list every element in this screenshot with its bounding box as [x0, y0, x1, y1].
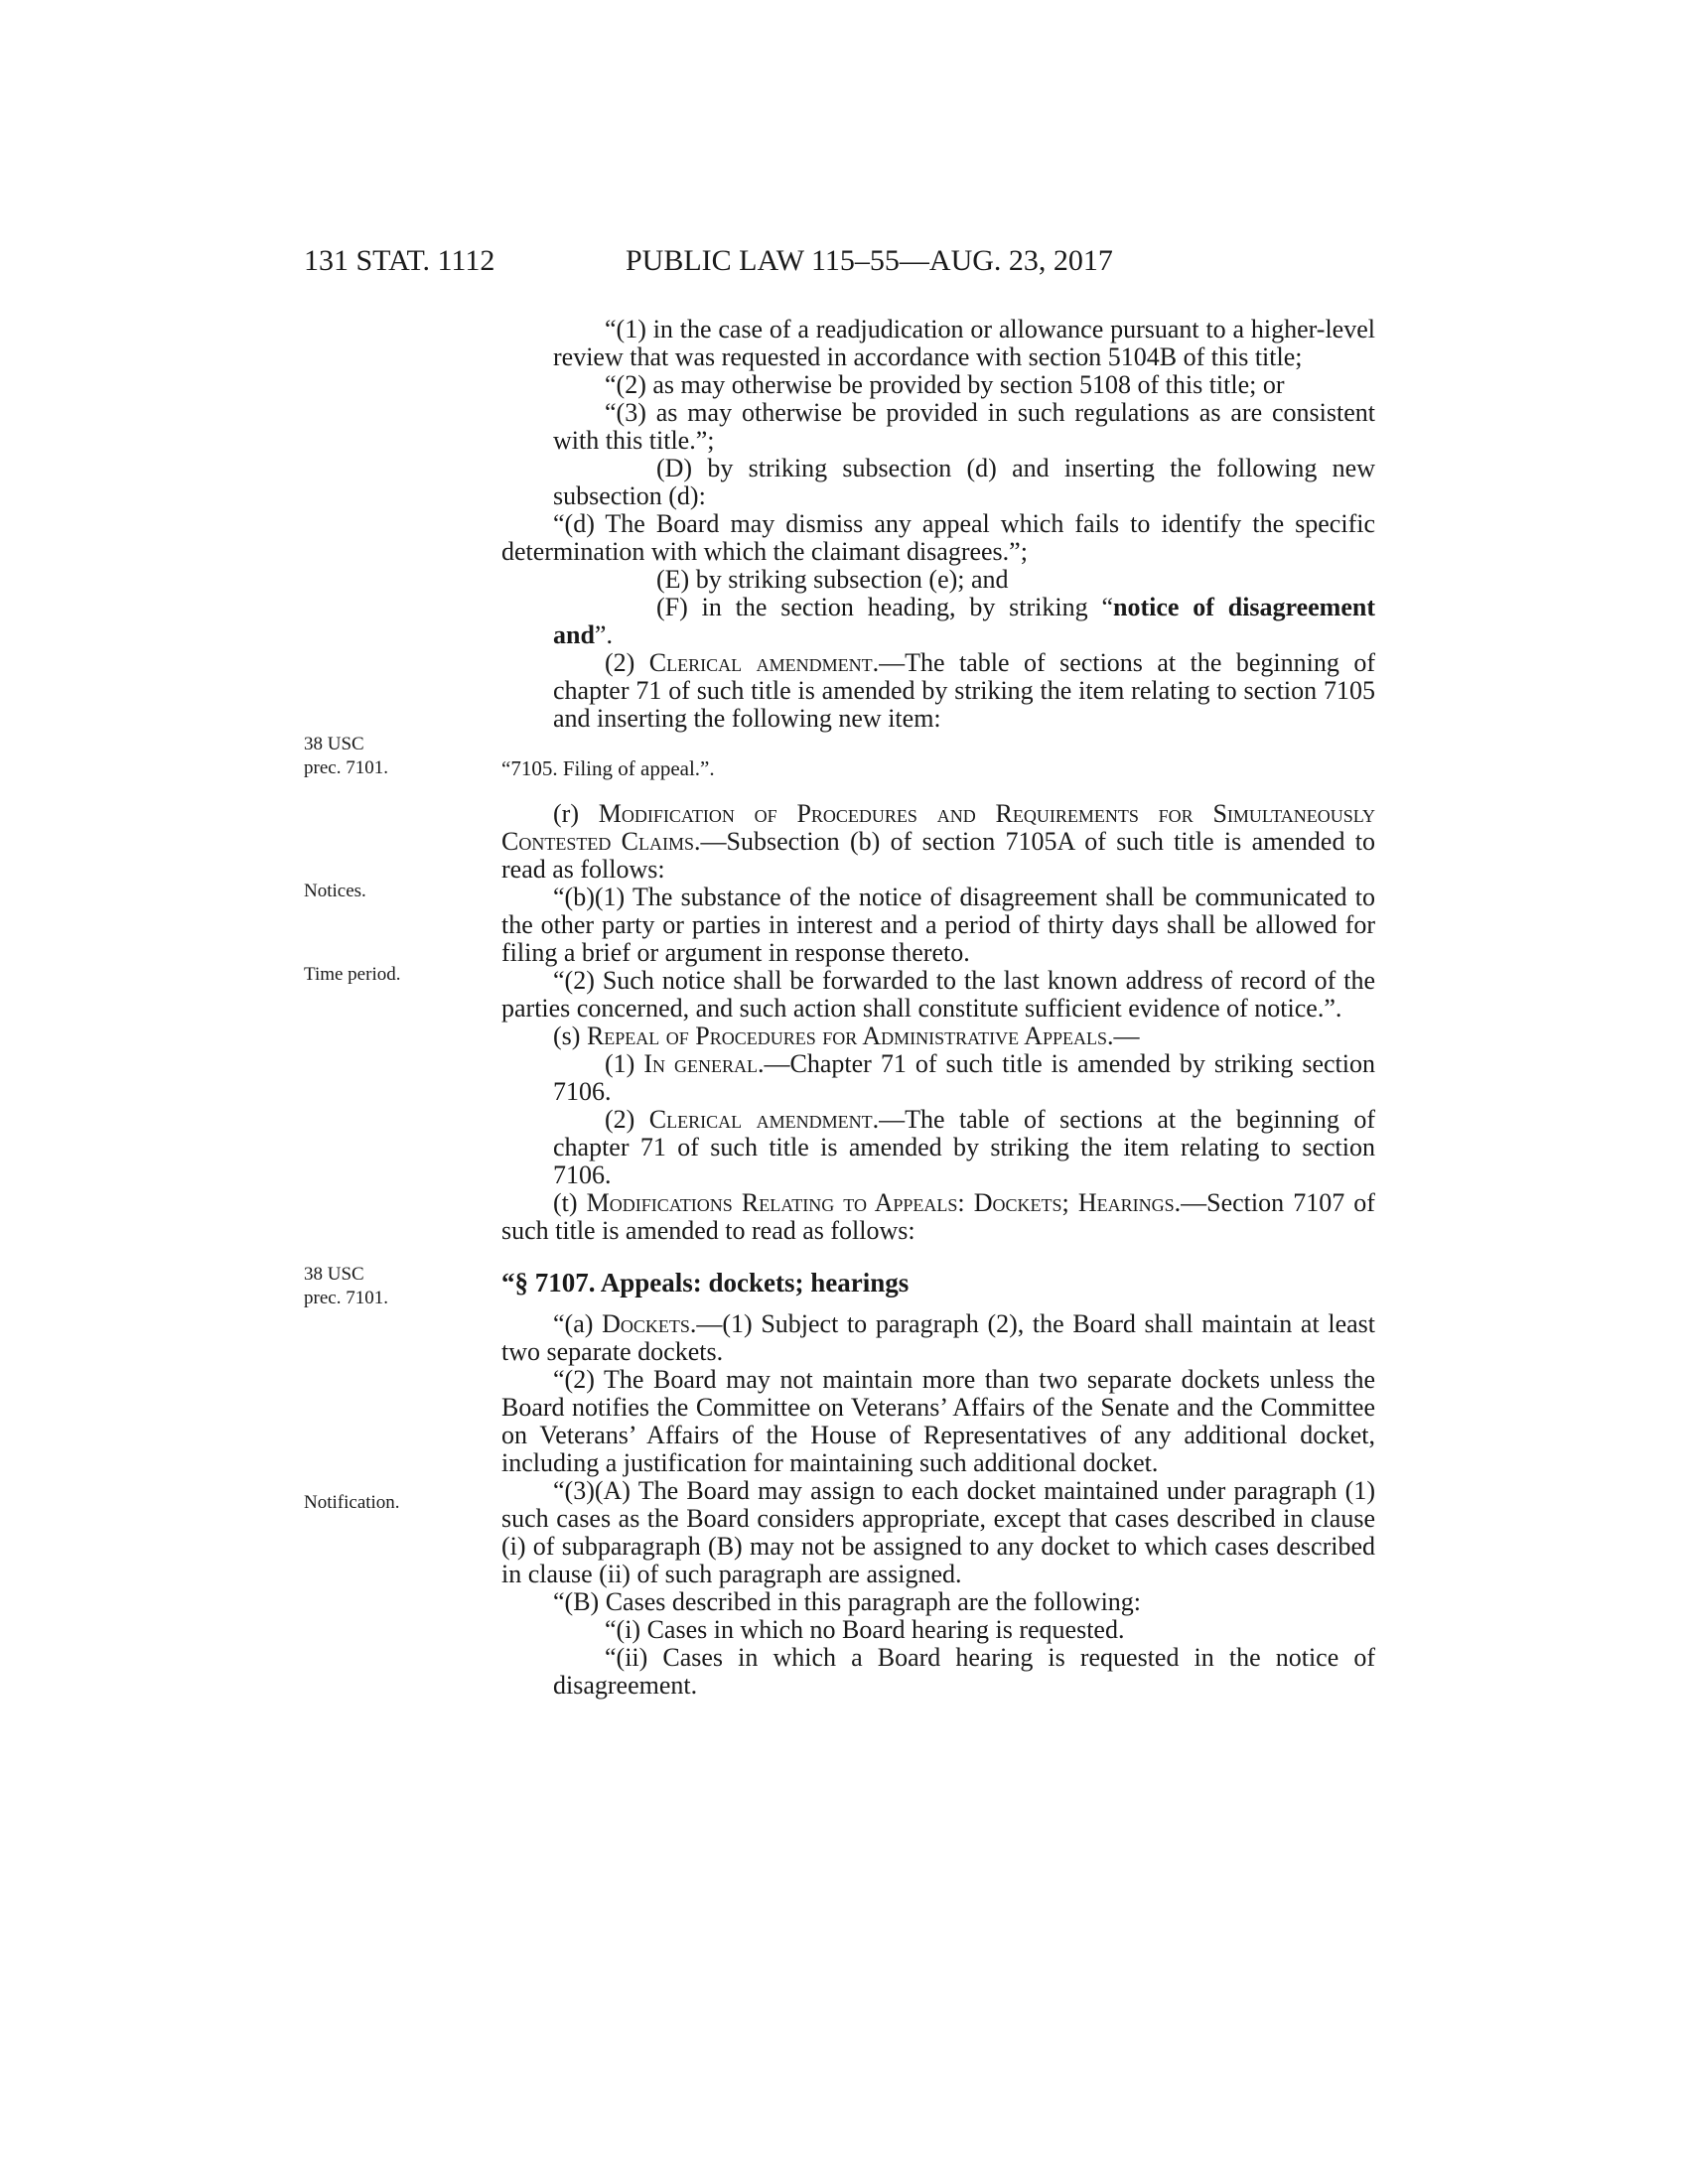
text-run: (F) in the section heading, by striking “	[656, 593, 1113, 621]
text-run: (t)	[553, 1188, 587, 1217]
paragraph-18: “(3)(A) The Board may assign to each docket maintained under paragraph (1) such cases as the Board considers appropriate, except that cases described in clause (i) of subparagraph (B) may not be assigned to any docket to which cases described in clause (ii) of such paragraph are assigned.	[501, 1476, 1375, 1588]
margin-note-line: prec. 7101.	[304, 757, 388, 778]
margin-note-line: 38 USC	[304, 734, 364, 754]
text-run: .—Chapter 71 of such title is amended by striking section 7106.	[553, 1049, 1375, 1106]
statute-citation: 131 STAT. 1112	[304, 244, 495, 277]
paragraph-5: “(d) The Board may dismiss any appeal which fails to identify the specific determination with which the claimant disagrees.”;	[501, 509, 1375, 566]
margin-note-usc-2	[304, 1263, 443, 1310]
paragraph-9	[501, 800, 1375, 884]
public-law-title: PUBLIC LAW 115–55—AUG. 23, 2017	[626, 244, 1113, 277]
text-run: .—	[1106, 1022, 1140, 1050]
paragraph-19: “(B) Cases described in this paragraph are the following:	[553, 1587, 1142, 1616]
margin-note-time-period: Time period.	[304, 964, 401, 985]
paragraph-15	[501, 1189, 1375, 1245]
paragraph-heading: Clerical amendment	[648, 1105, 873, 1134]
text-run: “(a)	[553, 1309, 603, 1338]
paragraph-6: (E) by striking subsection (e); and	[656, 565, 1009, 594]
paragraph-13	[501, 1050, 1375, 1106]
paragraph-heading: In general	[643, 1049, 759, 1078]
margin-note-line: prec. 7101.	[304, 1288, 388, 1308]
paragraph-heading: Dockets	[602, 1309, 690, 1338]
text-run: .—The table of sections at the beginning of chapter 71 of such title is amended by striking the item relating to section 7105 and inserting the following new item:	[553, 648, 1375, 733]
paragraph-heading: Repeal of Procedures for Administrative Appeals	[586, 1022, 1107, 1050]
paragraph-3: “(3) as may otherwise be provided in such regulations as are consistent with this title.”;	[553, 398, 1375, 455]
paragraph-20: “(i) Cases in which no Board hearing is requested.	[605, 1615, 1125, 1644]
text-run: .—The table of sections at the beginning of chapter 71 of such title is amended by striking the item relating to section 7106.	[553, 1105, 1375, 1189]
paragraph-heading: Modification of Procedures and Requirements for Simultaneously Contested Claims	[501, 799, 1375, 856]
text-run: ”.	[594, 620, 613, 649]
paragraph-17: “(2) The Board may not maintain more than two separate dockets unless the Board notifies the Committee on Veterans’ Affairs of the Senate and the Committee on Veterans’ Affairs of the House of Representatives of any additional docket, including a justification for maintaining such additional docket.	[501, 1365, 1375, 1477]
paragraph-4: (D) by striking subsection (d) and inserting the following new subsection (d):	[553, 454, 1375, 510]
table-item: “7105. Filing of appeal.”.	[501, 756, 715, 780]
paragraph-1: “(1) in the case of a readjudication or allowance pursuant to a higher-level review that was requested in accordance with section 5104B of this title;	[553, 315, 1375, 371]
paragraph-10: “(b)(1) The substance of the notice of disagreement shall be communicated to the other party or parties in interest and a period of thirty days shall be allowed for filing a brief or argument in response thereto.	[501, 883, 1375, 967]
paragraph-heading: Modifications Relating to Appeals: Dockets; Hearings	[586, 1188, 1175, 1217]
paragraph-7	[501, 594, 1375, 649]
text-run: .—(1) Subject to paragraph (2), the Board shall maintain at least two separate dockets.	[501, 1309, 1375, 1366]
paragraph-heading: Clerical amendment	[648, 648, 873, 677]
section-heading: “§ 7107. Appeals: dockets; hearings	[501, 1268, 910, 1297]
text-run: (2)	[605, 1105, 649, 1134]
paragraph-21: “(ii) Cases in which a Board hearing is requested in the notice of disagreement.	[553, 1643, 1375, 1700]
margin-note-line: 38 USC	[304, 1264, 364, 1285]
paragraph-16	[501, 1310, 1375, 1366]
text-run: (2)	[605, 648, 649, 677]
paragraph-14	[501, 1106, 1375, 1189]
paragraph-2: “(2) as may otherwise be provided by section 5108 of this title; or	[605, 370, 1285, 399]
page-header	[0, 242, 1688, 282]
struck-heading-text: notice of disagreement and	[553, 593, 1376, 649]
document-body	[501, 316, 1375, 1700]
margin-note-notification: Notification.	[304, 1492, 400, 1513]
margin-note-usc-1	[304, 733, 443, 780]
paragraph-8	[501, 649, 1375, 733]
margin-note-notices: Notices.	[304, 881, 366, 901]
paragraph-11: “(2) Such notice shall be forwarded to the last known address of record of the parties concerned, and such action shall constitute sufficient evidence of notice.”.	[501, 966, 1375, 1023]
text-run: .—Section 7107 of such title is amended to read as follows:	[501, 1188, 1375, 1245]
text-run: (r)	[553, 799, 599, 828]
text-run: .—Subsection (b) of section 7105A of such title is amended to read as follows:	[501, 827, 1375, 884]
text-run: (s)	[553, 1022, 587, 1050]
paragraph-12	[501, 1023, 1375, 1050]
text-run: (1)	[605, 1049, 644, 1078]
